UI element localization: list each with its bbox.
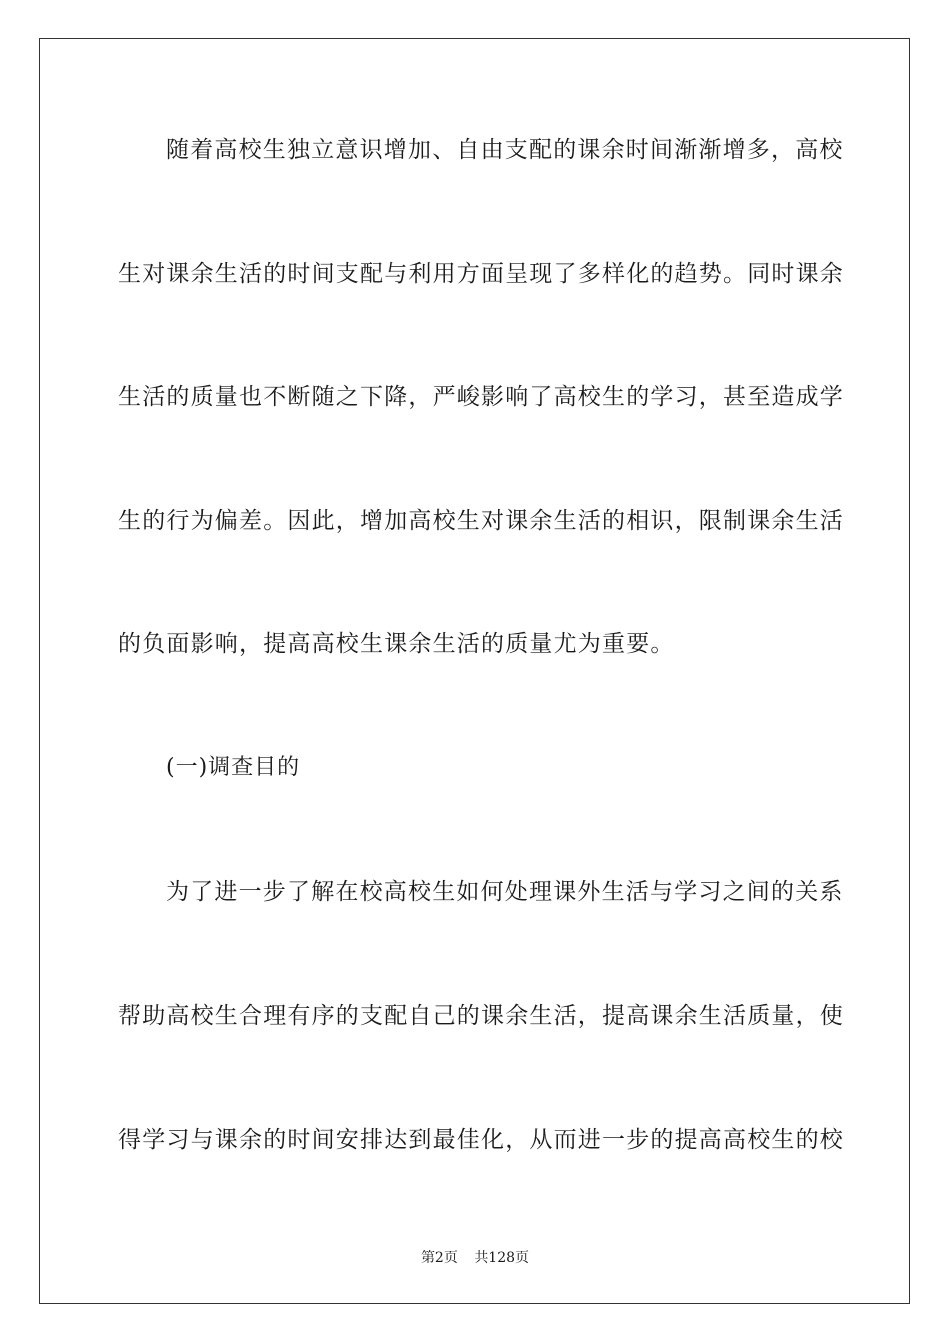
paragraph-2-line-3: 得学习与课余的时间安排达到最佳化，从而进一步的提高高校生的校	[118, 1127, 844, 1153]
page-total: 共128页	[474, 1250, 530, 1266]
section-heading: (一)调查目的	[166, 755, 301, 780]
paragraph-1-line-5: 的负面影响，提高高校生课余生活的质量尤为重要。	[118, 631, 675, 657]
page-footer	[0, 1248, 950, 1268]
paragraph-1-line-4: 生的行为偏差。因此，增加高校生对课余生活的相识，限制课余生活	[118, 508, 844, 534]
page-number: 第2页	[420, 1250, 458, 1266]
page-frame	[39, 38, 910, 1304]
paragraph-2-line-1: 为了进一步了解在校高校生如何处理课外生活与学习之间的关系	[166, 879, 844, 905]
paragraph-1-line-3: 生活的质量也不断随之下降，严峻影响了高校生的学习，甚至造成学	[118, 384, 844, 410]
paragraph-2-line-2: 帮助高校生合理有序的支配自己的课余生活，提高课余生活质量，使	[118, 1003, 844, 1029]
paragraph-1-line-1: 随着高校生独立意识增加、自由支配的课余时间渐渐增多，高校	[166, 137, 844, 163]
paragraph-1-line-2: 生对课余生活的时间支配与利用方面呈现了多样化的趋势。同时课余	[118, 261, 844, 287]
